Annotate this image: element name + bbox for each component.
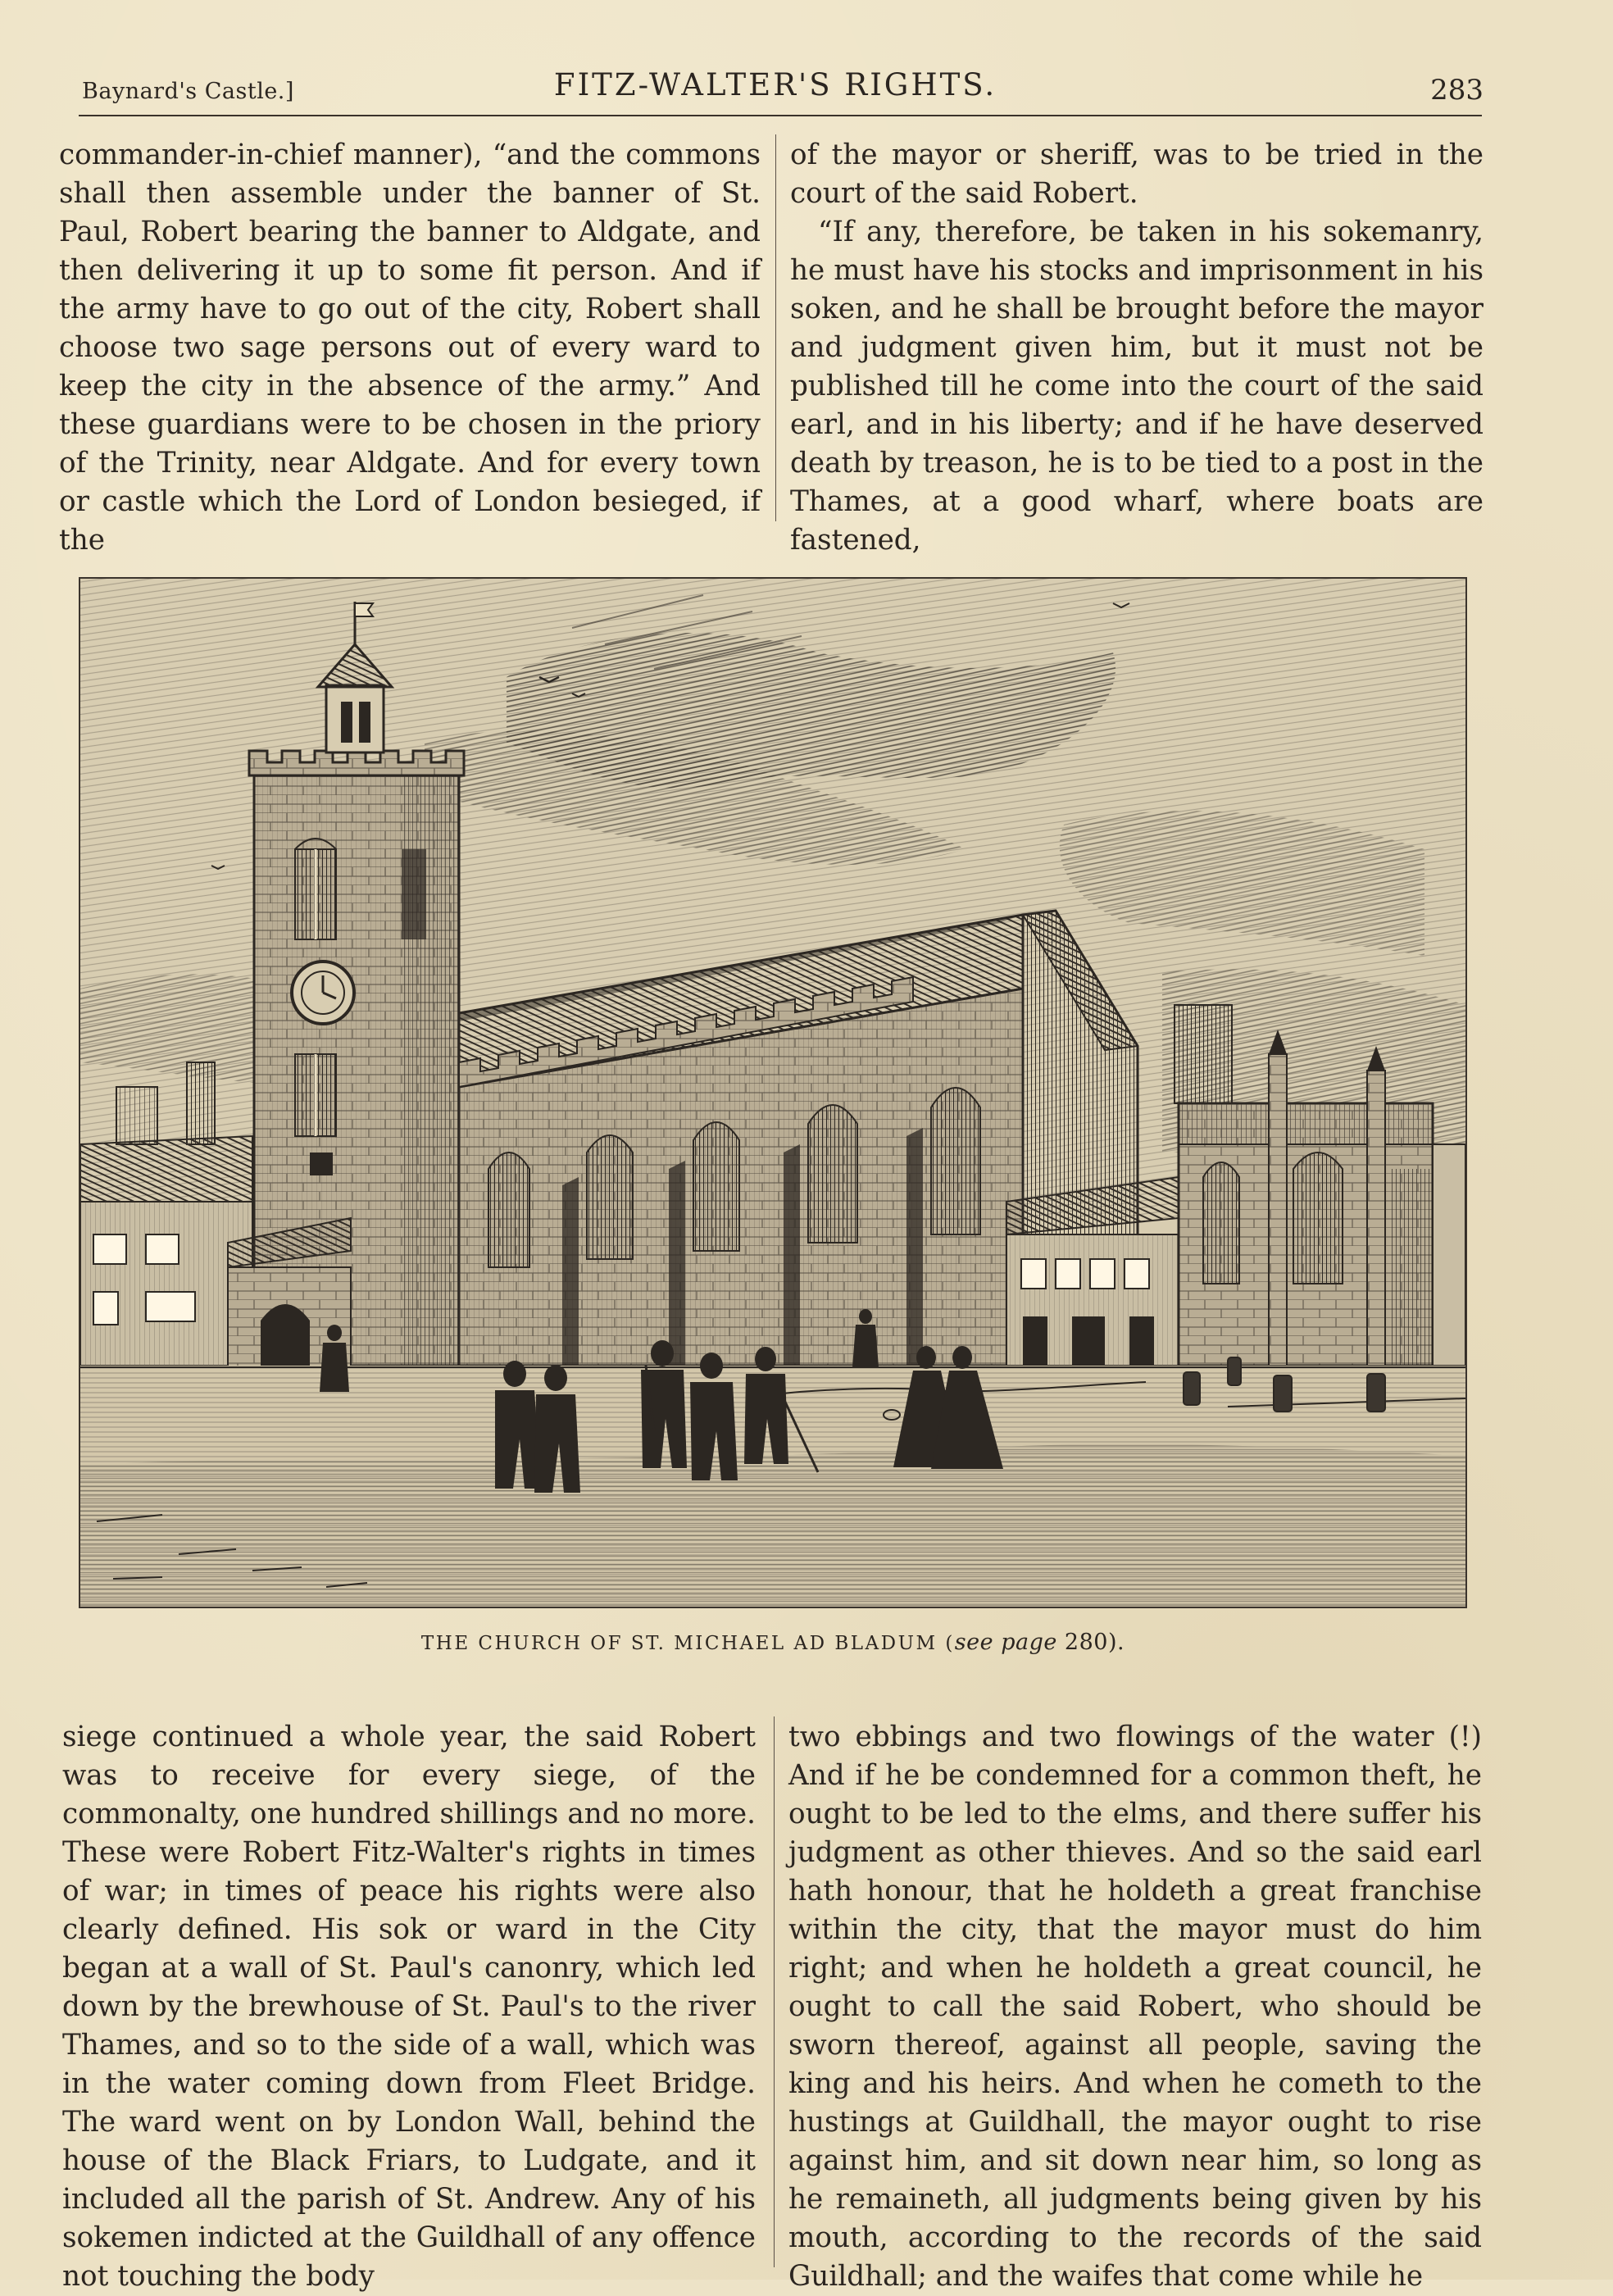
column-top-right [790, 136, 1484, 557]
caption-text: THE CHURCH OF ST. MICHAEL AD BLADUM ( [420, 1633, 955, 1654]
column-divider-bottom [774, 1716, 775, 2267]
caption-see-page: see page [954, 1630, 1057, 1655]
column-bottom-right [788, 1718, 1482, 2293]
paragraph: commander-in-chief manner), “and the commons shall then assemble under the banner of St. Paul, Robert bearing the banner to Aldgate, and then delivering it up to some fit person. And if the army have to go out of the city, Robert shall choose two sage persons out of every ward to keep the city in the absence of the army.” And these guardians were to be chosen in the priory of the Trinity, near Aldgate. And for every town or castle which the Lord of London besieged, if the [59, 139, 761, 557]
column-bottom-left [62, 1718, 756, 2293]
page-number: 283 [1430, 74, 1484, 107]
column-divider-top [775, 134, 776, 521]
paragraph: of the mayor or sheriff, was to be tried in the court of the said Robert. [790, 139, 1484, 210]
illustration-church [79, 577, 1467, 1608]
paragraph: two ebbings and two flowings of the water (!) And if he be condemned for a common theft, he ought to be led to the elms, and there suffer his judgment as other thieves. And so the said earl hath honour, that he holdeth a great franchise within the city, that the mayor must do him right; and when he holdeth a great council, he ought to call the said Robert, who should be sworn thereof, against all people, saving the king and his heirs. And when he cometh to the hustings at Guildhall, the mayor ought to rise against him, and sit down near him, so long as he remaineth, all judgments being given by his mouth, according to the records of the said Guildhall; and the waifes that come while he [788, 1721, 1482, 2293]
caption-page-ref: 280). [1056, 1630, 1125, 1655]
section-title: Baynard's Castle.] [82, 79, 294, 104]
paragraph: “If any, therefore, be taken in his sokemanry, he must have his stocks and imprisonment in his soken, and he shall be brought before the mayor and judgment given him, but it must not be published till he come into the court of the said earl, and in his liberty; and if he have deserved death by treason, he is to be tied to a post in the Thames, at a good wharf, where boats are fastened, [790, 216, 1484, 557]
header-rule [79, 115, 1482, 116]
paragraph: siege continued a whole year, the said Robert was to receive for every siege, of the commonalty, one hundred shillings and no more. These were Robert Fitz-Walter's rights in times of war; in times of peace his rights were also clearly defined. His sok or ward in the City began at a wall of St. Paul's canonry, which led down by the brewhouse of St. Paul's to the river Thames, and so to the side of a wall, which was in the water coming down from Fleet Bridge. The ward went on by London Wall, behind the house of the Black Friars, to Ludgate, and it included all the parish of St. Andrew. Any of his sokemen indicted at the Guildhall of any offence not touching the body [62, 1721, 756, 2293]
page-title: FITZ-WALTER'S RIGHTS. [553, 67, 997, 102]
figure-caption [79, 1630, 1467, 1655]
column-top-left [59, 136, 761, 557]
running-header [79, 64, 1484, 113]
